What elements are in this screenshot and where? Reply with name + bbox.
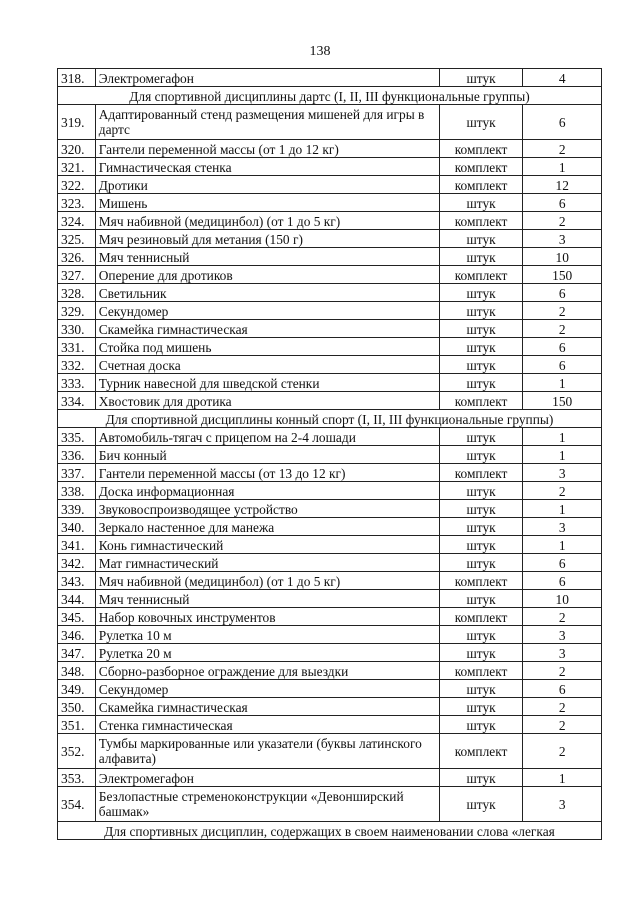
item-name: Безлопастные стременоконструкции «Девонширский башмак» — [95, 787, 439, 822]
item-name: Стойка под мишень — [95, 338, 439, 356]
item-name: Дротики — [95, 176, 439, 194]
item-unit: штук — [439, 248, 523, 266]
table-row — [58, 518, 602, 536]
row-number: 334. — [58, 392, 96, 410]
section-header-row — [58, 410, 602, 428]
item-unit: штук — [439, 554, 523, 572]
item-quantity: 150 — [523, 392, 602, 410]
table-row — [58, 500, 602, 518]
item-quantity: 3 — [523, 464, 602, 482]
table-row — [58, 446, 602, 464]
item-quantity: 12 — [523, 176, 602, 194]
table-row — [58, 554, 602, 572]
row-number: 336. — [58, 446, 96, 464]
item-unit: штук — [439, 518, 523, 536]
item-unit: комплект — [439, 392, 523, 410]
item-quantity: 150 — [523, 266, 602, 284]
item-quantity: 1 — [523, 374, 602, 392]
item-quantity: 2 — [523, 302, 602, 320]
row-number: 342. — [58, 554, 96, 572]
table-row — [58, 662, 602, 680]
row-number: 325. — [58, 230, 96, 248]
item-unit: штук — [439, 69, 523, 87]
item-unit: штук — [439, 482, 523, 500]
item-quantity: 6 — [523, 105, 602, 140]
item-name: Гантели переменной массы (от 13 до 12 кг) — [95, 464, 439, 482]
row-number: 348. — [58, 662, 96, 680]
item-quantity: 1 — [523, 158, 602, 176]
item-name: Мяч резиновый для метания (150 г) — [95, 230, 439, 248]
item-name: Секундомер — [95, 680, 439, 698]
item-quantity: 3 — [523, 787, 602, 822]
item-unit: штук — [439, 284, 523, 302]
item-name: Набор ковочных инструментов — [95, 608, 439, 626]
row-number: 329. — [58, 302, 96, 320]
item-unit: штук — [439, 590, 523, 608]
table-row — [58, 698, 602, 716]
item-name: Мяч теннисный — [95, 590, 439, 608]
item-name: Тумбы маркированные или указатели (буквы латинского алфавита) — [95, 734, 439, 769]
item-name: Секундомер — [95, 302, 439, 320]
item-unit: комплект — [439, 212, 523, 230]
row-number: 337. — [58, 464, 96, 482]
item-unit: комплект — [439, 464, 523, 482]
page-number: 138 — [309, 44, 331, 59]
item-quantity: 6 — [523, 554, 602, 572]
item-quantity: 2 — [523, 320, 602, 338]
item-quantity: 2 — [523, 698, 602, 716]
item-quantity: 1 — [523, 428, 602, 446]
table-row — [58, 212, 602, 230]
item-name: Скамейка гимнастическая — [95, 698, 439, 716]
item-quantity: 1 — [523, 536, 602, 554]
section-header-text: Для спортивной дисциплины конный спорт (I, II, III функциональные группы) — [58, 410, 602, 428]
row-number: 346. — [58, 626, 96, 644]
equipment-table — [57, 68, 602, 840]
item-name: Звуковоспроизводящее устройство — [95, 500, 439, 518]
table-row — [58, 105, 602, 140]
item-name: Бич конный — [95, 446, 439, 464]
row-number: 330. — [58, 320, 96, 338]
item-name: Турник навесной для шведской стенки — [95, 374, 439, 392]
item-quantity: 6 — [523, 572, 602, 590]
row-number: 321. — [58, 158, 96, 176]
table-row — [58, 266, 602, 284]
item-unit: штук — [439, 302, 523, 320]
item-unit: штук — [439, 716, 523, 734]
item-unit: штук — [439, 320, 523, 338]
item-quantity: 10 — [523, 590, 602, 608]
item-quantity: 2 — [523, 212, 602, 230]
item-unit: комплект — [439, 158, 523, 176]
item-quantity: 2 — [523, 734, 602, 769]
item-name: Стенка гимнастическая — [95, 716, 439, 734]
table-row — [58, 392, 602, 410]
section-header-row — [58, 822, 602, 840]
item-quantity: 3 — [523, 644, 602, 662]
row-number: 324. — [58, 212, 96, 230]
table-row — [58, 284, 602, 302]
item-quantity: 3 — [523, 518, 602, 536]
item-name: Гантели переменной массы (от 1 до 12 кг) — [95, 140, 439, 158]
item-unit: штук — [439, 194, 523, 212]
table-row — [58, 140, 602, 158]
item-name: Зеркало настенное для манежа — [95, 518, 439, 536]
item-name: Мишень — [95, 194, 439, 212]
item-quantity: 2 — [523, 716, 602, 734]
item-quantity: 4 — [523, 69, 602, 87]
table-row — [58, 536, 602, 554]
row-number: 343. — [58, 572, 96, 590]
row-number: 323. — [58, 194, 96, 212]
item-unit: комплект — [439, 662, 523, 680]
table-row — [58, 230, 602, 248]
row-number: 354. — [58, 787, 96, 822]
item-quantity: 1 — [523, 769, 602, 787]
row-number: 341. — [58, 536, 96, 554]
table-row — [58, 374, 602, 392]
row-number: 328. — [58, 284, 96, 302]
item-name: Электромегафон — [95, 69, 439, 87]
item-unit: штук — [439, 769, 523, 787]
item-name: Мяч набивной (медицинбол) (от 1 до 5 кг) — [95, 572, 439, 590]
item-name: Автомобиль-тягач с прицепом на 2-4 лошади — [95, 428, 439, 446]
table-row — [58, 716, 602, 734]
item-unit: штук — [439, 680, 523, 698]
item-name: Счетная доска — [95, 356, 439, 374]
table-row — [58, 734, 602, 769]
item-name: Рулетка 20 м — [95, 644, 439, 662]
item-unit: комплект — [439, 608, 523, 626]
item-name: Мяч набивной (медицинбол) (от 1 до 5 кг) — [95, 212, 439, 230]
table-row — [58, 626, 602, 644]
item-quantity: 6 — [523, 680, 602, 698]
item-unit: комплект — [439, 266, 523, 284]
item-quantity: 6 — [523, 356, 602, 374]
table-row — [58, 176, 602, 194]
item-name: Светильник — [95, 284, 439, 302]
item-quantity: 1 — [523, 500, 602, 518]
item-name: Хвостовик для дротика — [95, 392, 439, 410]
row-number: 335. — [58, 428, 96, 446]
item-unit: штук — [439, 230, 523, 248]
row-number: 322. — [58, 176, 96, 194]
table-row — [58, 608, 602, 626]
table-row — [58, 356, 602, 374]
row-number: 333. — [58, 374, 96, 392]
row-number: 349. — [58, 680, 96, 698]
item-unit: штук — [439, 356, 523, 374]
item-name: Конь гимнастический — [95, 536, 439, 554]
item-unit: штук — [439, 500, 523, 518]
item-quantity: 3 — [523, 230, 602, 248]
row-number: 318. — [58, 69, 96, 87]
item-name: Мяч теннисный — [95, 248, 439, 266]
table-row — [58, 338, 602, 356]
row-number: 331. — [58, 338, 96, 356]
table-row — [58, 769, 602, 787]
item-quantity: 6 — [523, 284, 602, 302]
row-number: 347. — [58, 644, 96, 662]
row-number: 326. — [58, 248, 96, 266]
item-unit: штук — [439, 446, 523, 464]
item-quantity: 2 — [523, 662, 602, 680]
row-number: 340. — [58, 518, 96, 536]
item-unit: штук — [439, 105, 523, 140]
table-row — [58, 644, 602, 662]
table-row — [58, 482, 602, 500]
item-quantity: 1 — [523, 446, 602, 464]
section-header-text: Для спортивной дисциплины дартс (I, II, III функциональные группы) — [58, 87, 602, 105]
item-unit: штук — [439, 787, 523, 822]
item-name: Гимнастическая стенка — [95, 158, 439, 176]
item-unit: комплект — [439, 572, 523, 590]
item-unit: комплект — [439, 734, 523, 769]
table-row — [58, 320, 602, 338]
item-name: Мат гимнастический — [95, 554, 439, 572]
table-row — [58, 248, 602, 266]
row-number: 320. — [58, 140, 96, 158]
row-number: 327. — [58, 266, 96, 284]
item-unit: штук — [439, 626, 523, 644]
table-row — [58, 194, 602, 212]
item-unit: штук — [439, 698, 523, 716]
item-unit: штук — [439, 374, 523, 392]
table-row — [58, 680, 602, 698]
row-number: 352. — [58, 734, 96, 769]
table-row — [58, 787, 602, 822]
row-number: 319. — [58, 105, 96, 140]
table-row — [58, 158, 602, 176]
row-number: 344. — [58, 590, 96, 608]
table-row — [58, 69, 602, 87]
item-quantity: 2 — [523, 608, 602, 626]
row-number: 345. — [58, 608, 96, 626]
item-quantity: 2 — [523, 482, 602, 500]
item-name: Электромегафон — [95, 769, 439, 787]
item-name: Сборно-разборное ограждение для выездки — [95, 662, 439, 680]
table-row — [58, 428, 602, 446]
table-row — [58, 572, 602, 590]
row-number: 332. — [58, 356, 96, 374]
row-number: 351. — [58, 716, 96, 734]
table-row — [58, 302, 602, 320]
item-unit: штук — [439, 536, 523, 554]
section-header-text: Для спортивных дисциплин, содержащих в своем наименовании слова «легкая — [58, 822, 602, 840]
item-unit: штук — [439, 428, 523, 446]
item-quantity: 3 — [523, 626, 602, 644]
item-quantity: 10 — [523, 248, 602, 266]
equipment-table-body — [58, 69, 602, 840]
row-number: 339. — [58, 500, 96, 518]
item-quantity: 6 — [523, 338, 602, 356]
item-unit: комплект — [439, 176, 523, 194]
item-name: Оперение для дротиков — [95, 266, 439, 284]
item-unit: штук — [439, 338, 523, 356]
row-number: 350. — [58, 698, 96, 716]
item-name: Рулетка 10 м — [95, 626, 439, 644]
item-quantity: 6 — [523, 194, 602, 212]
row-number: 338. — [58, 482, 96, 500]
row-number: 353. — [58, 769, 96, 787]
table-row — [58, 590, 602, 608]
item-name: Доска информационная — [95, 482, 439, 500]
item-quantity: 2 — [523, 140, 602, 158]
item-name: Скамейка гимнастическая — [95, 320, 439, 338]
item-name: Адаптированный стенд размещения мишеней для игры в дартс — [95, 105, 439, 140]
section-header-row — [58, 87, 602, 105]
item-unit: штук — [439, 644, 523, 662]
table-row — [58, 464, 602, 482]
item-unit: комплект — [439, 140, 523, 158]
